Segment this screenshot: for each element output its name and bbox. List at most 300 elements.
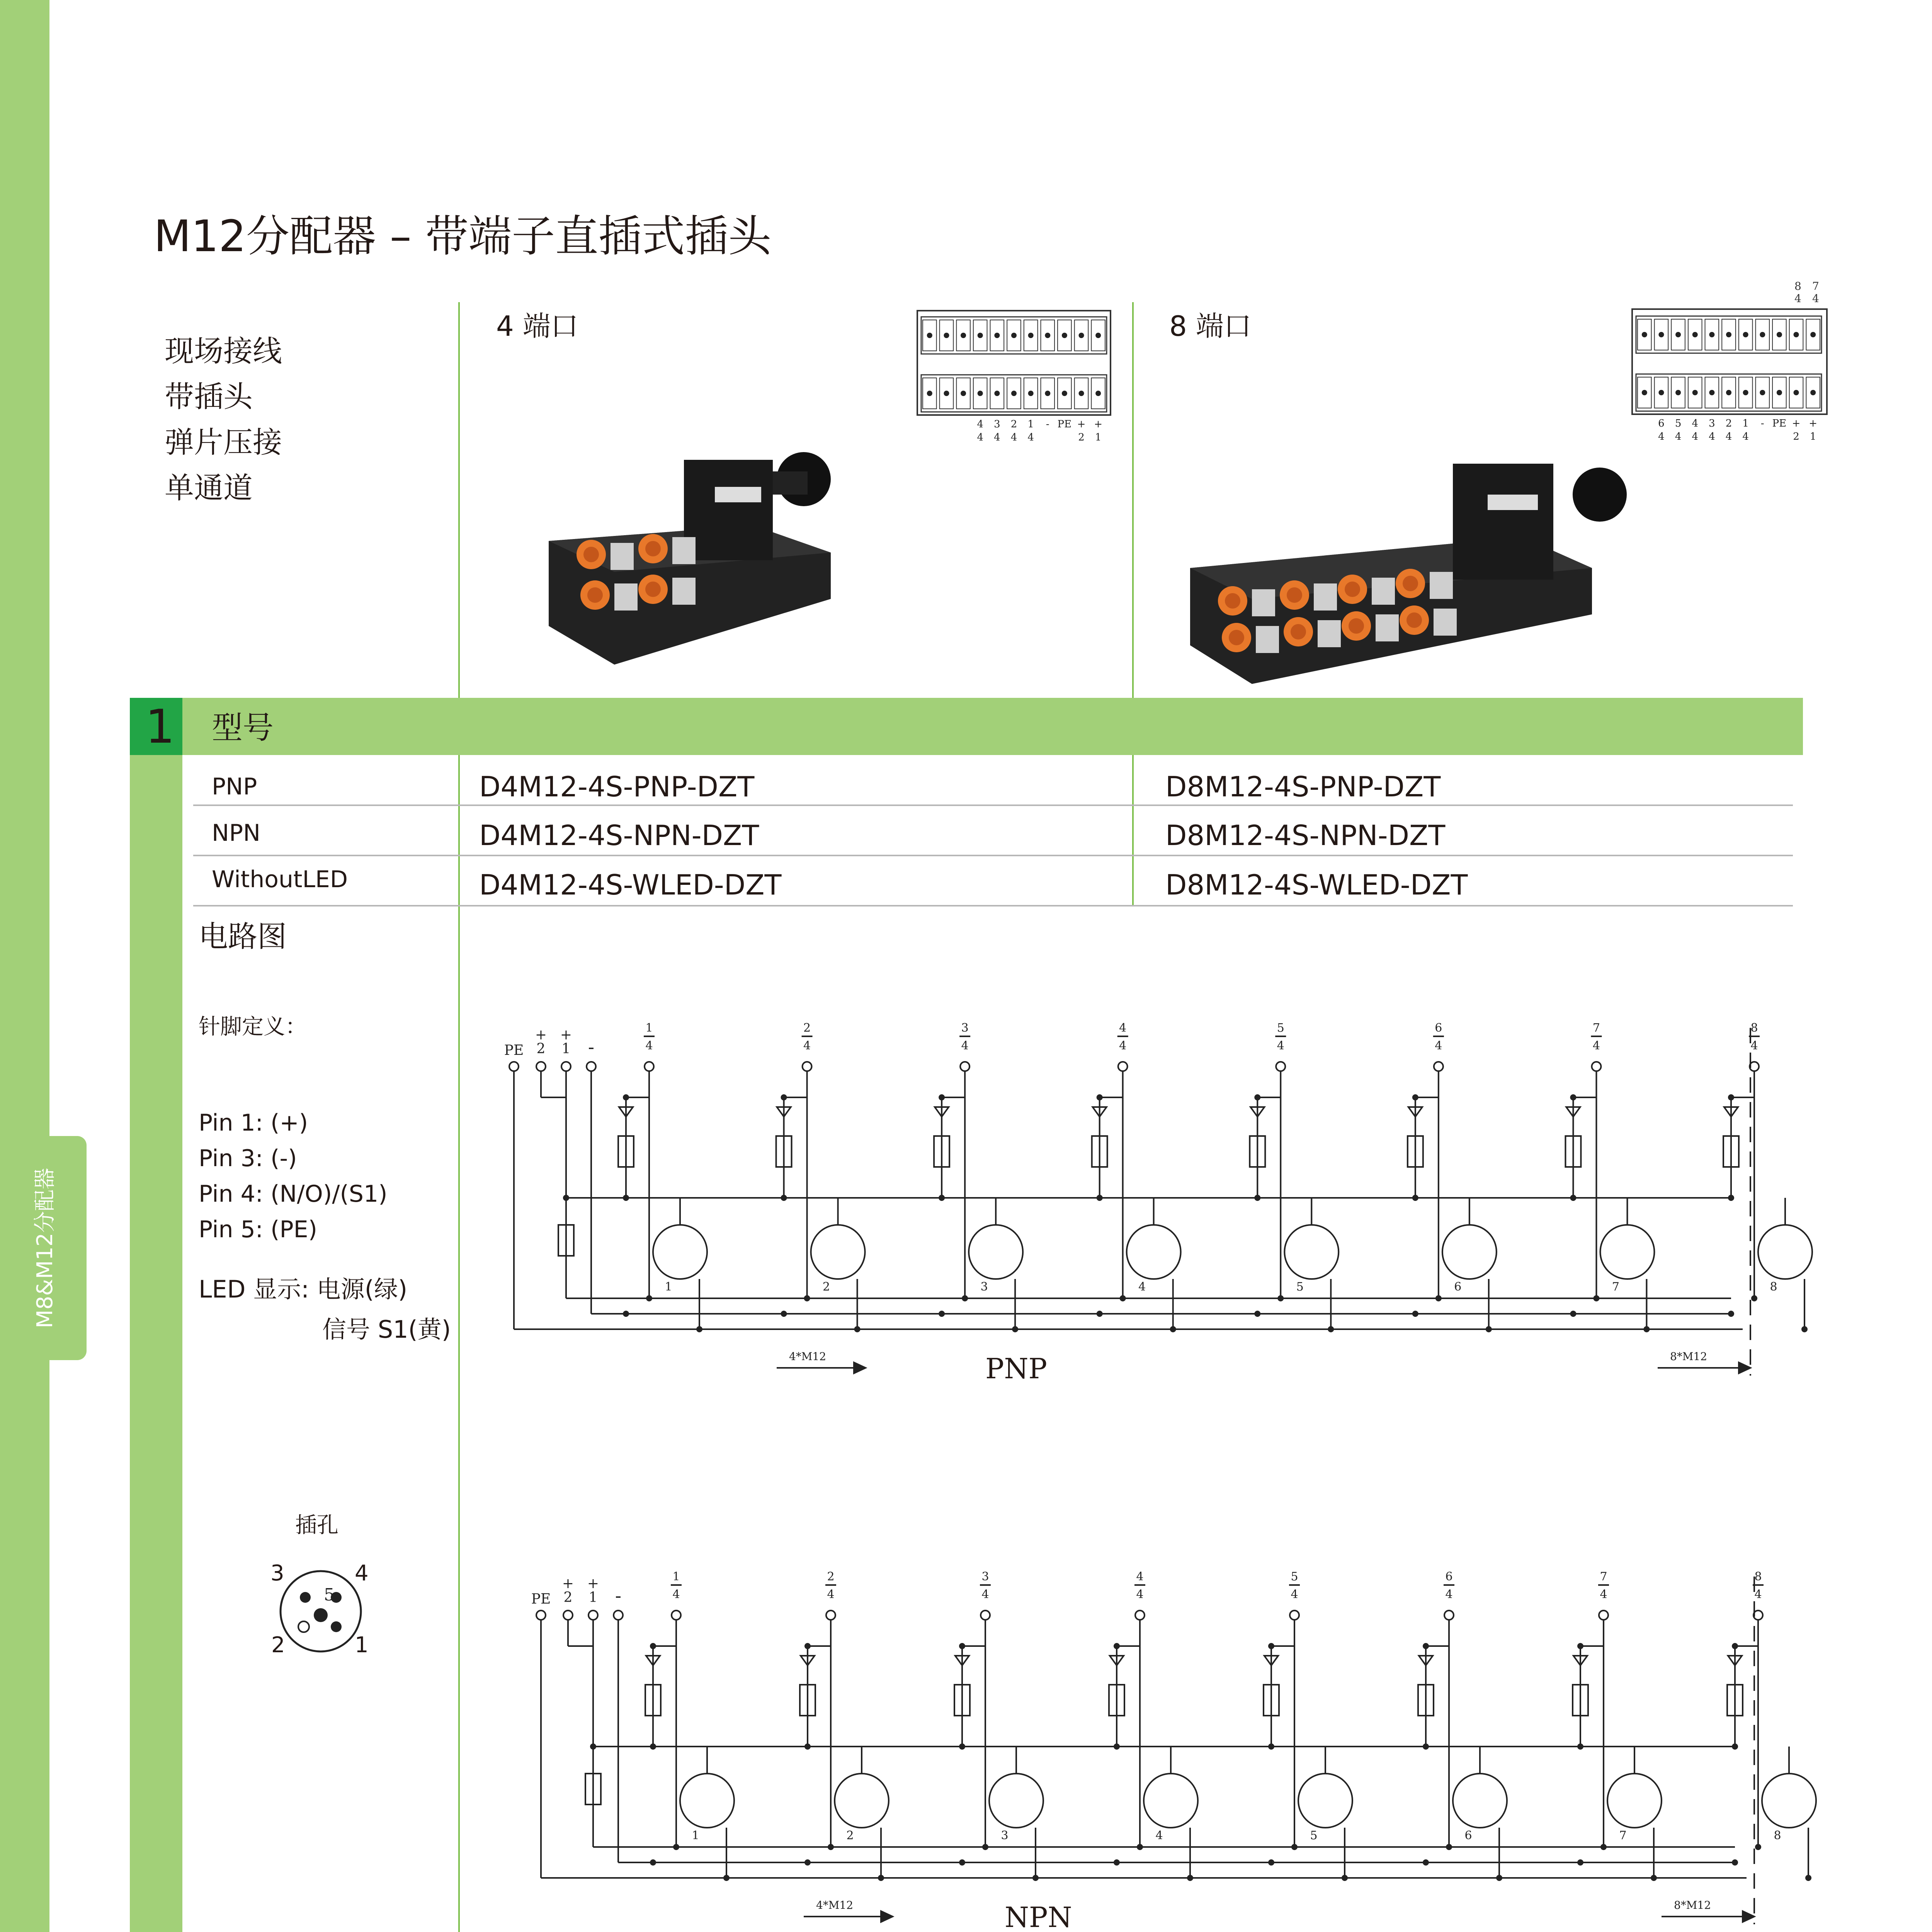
terminal-label: + [1094,418,1103,430]
terminal-dot [1095,333,1101,338]
channel-terminal [672,1611,681,1620]
port-label-plate [1372,578,1395,605]
pin-item: Pin 4: (N/O)/(S1) [199,1180,388,1208]
connector-number: 1 [665,1280,672,1294]
supply-terminal [563,1611,573,1620]
junction-dot [1254,1311,1260,1317]
channel-terminal [645,1062,654,1071]
m12-connector [989,1774,1043,1828]
junction-dot [781,1195,787,1201]
row-divider [193,855,1793,856]
connector-number: 8 [1774,1829,1781,1842]
tb8-top-label: 8 [1794,280,1801,293]
feature-item: 带插头 [165,379,253,414]
junction-dot [1732,1859,1738,1866]
supply-terminal [561,1062,571,1071]
terminal-label: 4 [1725,431,1732,442]
pin-list [199,1105,388,1247]
port-center [1345,582,1360,597]
terminal-label: 3 [994,418,1000,430]
channel-header-num: 2 [803,1021,811,1035]
channel-header-den: 4 [1750,1039,1758,1053]
port-label-plate [1376,614,1399,641]
channel-header-den: 4 [1435,1039,1442,1053]
col8-heading: 8 端口 [1169,310,1252,342]
channel-header-den: 4 [672,1588,680,1601]
channel-terminal [1118,1062,1128,1071]
terminal-dot [1777,390,1782,395]
terminal-dot [978,391,983,396]
junction-dot [1593,1295,1599,1301]
terminal-dot [927,391,932,396]
terminal-dot [1045,333,1050,338]
terminal-label: 4 [1675,431,1682,442]
channel-header-num: 5 [1291,1570,1298,1583]
junction-dot [1170,1326,1176,1332]
terminal-label: 4 [1742,431,1749,442]
terminal-dot [1794,332,1799,337]
channel-terminal [1290,1611,1299,1620]
junction-dot [1412,1311,1418,1317]
terminal-dot [1743,390,1748,395]
connector-number: 6 [1464,1829,1472,1842]
supply-label-plus: + [587,1576,599,1592]
terminal-block-8-diagram [1631,278,1832,448]
terminal-label: 1 [1027,418,1034,430]
model-value: D4M12-4S-WLED-DZT [479,869,782,901]
channel-header-den: 4 [1136,1588,1144,1601]
channel-header-num: 4 [1119,1021,1127,1035]
terminal-dot [1658,332,1664,337]
terminal-dot [994,391,1000,396]
arrow-head [1739,1362,1750,1373]
channel-header-num: 6 [1435,1021,1442,1035]
junction-dot [1496,1875,1502,1881]
terminal-label: - [1046,418,1049,430]
junction-dot [1342,1875,1348,1881]
terminal-label: 2 [1010,418,1017,430]
port-center [645,541,661,556]
junction-dot [1600,1844,1607,1850]
junction-dot [1732,1743,1738,1750]
m12-connector [969,1225,1023,1279]
terminal-dot [1760,390,1765,395]
junction-dot [1570,1195,1576,1201]
channel-header-den: 4 [1291,1588,1298,1601]
feature-item: 现场接线 [165,334,282,368]
junction-dot [646,1295,652,1301]
supply-label-plus: + [562,1576,574,1592]
m12-connector [1453,1774,1507,1828]
junction-dot [1097,1195,1103,1201]
connector-number: 3 [1001,1829,1009,1842]
section1-number: 1 [145,700,175,754]
terminal-label: 3 [1709,418,1715,429]
channel-terminal [1599,1611,1608,1620]
junction-dot [1577,1859,1583,1866]
channel-terminal [1434,1062,1443,1071]
connector-number: 2 [823,1280,830,1294]
junction-dot [723,1875,730,1881]
junction-dot [854,1326,861,1332]
terminal-dot [927,333,932,338]
side-tab-label: M8&M12分配器 [32,1168,58,1328]
terminal-label: 1 [1742,418,1749,429]
port-center [645,582,661,597]
junction-dot [878,1875,884,1881]
terminal-label: + [1809,418,1818,429]
product-photo-8port [1182,452,1654,692]
terminal-label: 4 [1010,432,1017,443]
connector-number: 2 [846,1829,854,1842]
terminal-dot [1794,390,1799,395]
terminal-label: 2 [1078,432,1085,443]
terminal-dot [1709,390,1714,395]
channel-header-num: 3 [981,1570,989,1583]
row-divider [193,905,1793,906]
junction-dot [1801,1326,1808,1332]
supply-terminal [536,1062,546,1071]
terminal-dot [1079,391,1084,396]
connector-number: 5 [1296,1280,1304,1294]
terminal-dot [1760,332,1765,337]
channel-terminal [960,1062,969,1071]
model-value: D8M12-4S-WLED-DZT [1165,869,1468,901]
terminal-label: + [1792,418,1801,429]
terminal-dot [1726,390,1731,395]
connector-number: 3 [980,1280,988,1294]
m12-connector [1442,1225,1497,1279]
channel-header-den: 4 [1754,1588,1762,1601]
arrow-label-4: 4*M12 [816,1899,854,1912]
supply-label-pe: PE [504,1043,524,1058]
column-divider [1132,302,1134,905]
port-center [1287,587,1302,603]
socket-pin-label: 1 [355,1633,369,1658]
arrow-label-8: 8*M12 [1673,1899,1711,1912]
junction-dot [804,1295,810,1301]
channel-header-num: 8 [1750,1021,1758,1035]
terminal-label: 4 [994,432,1000,443]
channel-header-den: 4 [981,1588,989,1601]
m12-connector [1298,1774,1352,1828]
m12-connector [811,1225,865,1279]
supply-label-num: 2 [536,1041,546,1057]
junction-dot [1805,1875,1811,1881]
port-label-plate [1318,620,1341,647]
terminal-dot [1028,333,1034,338]
port-label-plate [672,537,696,564]
terminal-dot [1011,391,1017,396]
channel-header-den: 4 [1277,1039,1284,1053]
pnp-label: PNP [985,1352,1047,1385]
junction-dot [1755,1844,1761,1850]
terminal-label: 2 [1793,431,1799,442]
model-value: D4M12-4S-PNP-DZT [479,770,755,803]
terminal-label: 1 [1810,431,1816,442]
terminal-label: 4 [977,432,984,443]
port-label-plate [1252,589,1275,616]
junction-dot [1114,1859,1120,1866]
tb8-top-label: 4 [1812,292,1819,305]
left-margin-strip [0,0,49,1932]
terminal-block-4-diagram [916,309,1113,452]
channel-header-den: 4 [961,1039,969,1053]
junction-dot [1097,1311,1103,1317]
model-label: NPN [212,820,260,847]
channel-terminal [1276,1062,1285,1071]
terminal-label: 4 [1692,418,1699,429]
junction-dot [1291,1844,1298,1850]
junction-dot [1032,1875,1039,1881]
m12-connector [1607,1774,1662,1828]
pnp-schematic [498,1020,1777,1391]
terminal-dot [1658,390,1664,395]
port-center [1349,618,1364,634]
model-label: WithoutLED [212,866,348,893]
supply-terminal [587,1062,596,1071]
channel-header-den: 4 [1445,1588,1453,1601]
junction-dot [623,1311,629,1317]
junction-dot [804,1743,811,1750]
socket-pin-label: 4 [355,1561,369,1586]
junction-dot [1012,1326,1018,1332]
junction-dot [1651,1875,1657,1881]
terminal-dot [1079,333,1084,338]
terminal-dot [1810,390,1816,395]
terminal-dot [978,333,983,338]
m12-connector [835,1774,889,1828]
terminal-dot [1062,333,1067,338]
terminal-label: - [1760,418,1764,429]
terminal-dot [1011,333,1017,338]
port-label-plate [1434,609,1457,636]
port-center [583,547,599,562]
junction-dot [1114,1743,1120,1750]
connector-number: 6 [1454,1280,1462,1294]
npn-schematic [526,1569,1781,1932]
socket-title: 插孔 [295,1513,338,1538]
supply-label-minus: - [588,1036,595,1058]
channel-header-den: 4 [645,1039,653,1053]
connector-number: 4 [1155,1829,1163,1842]
channel-header-num: 5 [1277,1021,1284,1035]
port-label-plate [672,578,696,605]
m12-connector [1758,1225,1812,1279]
junction-dot [1446,1844,1452,1850]
socket-pin-label: 5 [324,1585,335,1605]
supply-terminal [588,1611,598,1620]
terminal-dot [1095,391,1101,396]
tb8-top-label: 7 [1812,280,1819,293]
channel-terminal [981,1611,990,1620]
pin-item: Pin 5: (PE) [199,1216,318,1243]
npn-label: NPN [1005,1901,1072,1932]
terminal-label: 4 [1027,432,1034,443]
channel-header-num: 4 [1136,1570,1144,1583]
junction-dot [1187,1875,1193,1881]
m12-connector [1600,1225,1654,1279]
junction-dot [1423,1743,1429,1750]
terminal-dot [1726,332,1731,337]
terminal-label: 2 [1725,418,1732,429]
m12-connector [653,1225,707,1279]
channel-terminal [826,1611,835,1620]
channel-header-num: 1 [672,1570,680,1583]
junction-dot [959,1859,965,1866]
junction-dot [804,1859,811,1866]
channel-header-den: 4 [1592,1039,1600,1053]
supply-label-pe: PE [531,1591,551,1607]
connector-number: 5 [1310,1829,1318,1842]
junction-dot [1486,1326,1492,1332]
connector-number: 8 [1770,1280,1777,1294]
junction-dot [939,1311,945,1317]
terminal-dot [1045,391,1050,396]
junction-dot [1577,1743,1583,1750]
m12-connector [680,1774,734,1828]
supply-label-plus: + [535,1027,547,1043]
arrow-head [854,1362,866,1373]
supply-label-minus: - [615,1585,622,1607]
terminal-dot [1642,332,1647,337]
socket-pin-label: 3 [270,1561,284,1586]
terminal-label: 1 [1095,432,1102,443]
terminal-dot [1062,391,1067,396]
terminal-dot [1777,332,1782,337]
junction-dot [1728,1311,1734,1317]
terminal-dot [1810,332,1816,337]
junction-dot [696,1326,702,1332]
arrow-head [1743,1911,1754,1922]
terminal-dot [1675,332,1681,337]
junction-dot [1268,1859,1274,1866]
channel-header-den: 4 [827,1588,835,1601]
product-photo-4port [537,444,838,668]
terminal-label: 4 [1658,431,1665,442]
arrow-head [881,1911,893,1922]
left-section-column [130,755,182,1932]
supply-label-num: 1 [588,1590,598,1605]
channel-terminal [1592,1062,1601,1071]
channel-header-den: 4 [1600,1588,1607,1601]
terminal-dot [944,391,949,396]
pin-item: Pin 1: (+) [199,1109,308,1136]
terminal-dot [1028,391,1034,396]
socket-pin-label: 2 [271,1633,285,1658]
junction-dot [781,1311,787,1317]
arrow-label-4: 4*M12 [789,1350,827,1363]
channel-terminal [1135,1611,1145,1620]
channel-header-num: 1 [645,1021,653,1035]
model-value: D8M12-4S-PNP-DZT [1165,770,1441,803]
terminal-dot [994,333,1000,338]
terminal-label: PE [1057,418,1072,430]
terminal-dot [944,333,949,338]
junction-dot [1643,1326,1650,1332]
supply-label-num: 2 [563,1590,573,1605]
port-center [1229,630,1244,645]
junction-dot [1137,1844,1143,1850]
port-label-plate [614,583,638,611]
channel-header-num: 7 [1600,1570,1607,1583]
connector-number: 4 [1138,1280,1146,1294]
terminal-label: 4 [1692,431,1699,442]
junction-dot [962,1295,968,1301]
junction-dot [590,1743,596,1750]
channel-header-num: 8 [1754,1570,1762,1583]
row-divider [193,804,1793,806]
port-label-plate [611,543,634,570]
connector-number: 1 [692,1829,699,1842]
junction-dot [650,1743,656,1750]
junction-dot [1254,1195,1260,1201]
channel-header-den: 4 [1119,1039,1127,1053]
channel-terminal [1444,1611,1454,1620]
connector-number: 7 [1612,1280,1619,1294]
led-label: LED 显示: 电源(绿) [199,1275,408,1303]
junction-dot [650,1859,656,1866]
terminal-label: 4 [1709,431,1715,442]
page-title: M12分配器 – 带端子直插式插头 [154,211,772,262]
junction-dot [939,1195,945,1201]
m12-connector [1127,1225,1181,1279]
supply-terminal [536,1611,546,1620]
junction-dot [1277,1295,1284,1301]
junction-dot [1435,1295,1442,1301]
supply-label-num: 1 [561,1041,571,1057]
feature-item: 弹片压接 [165,425,282,459]
terminal-label: 6 [1658,418,1665,429]
model-label: PNP [212,773,257,800]
terminal-dot [1642,390,1647,395]
channel-terminal [803,1062,812,1071]
channel-header-num: 3 [961,1021,969,1035]
model-value: D8M12-4S-NPN-DZT [1165,819,1446,852]
supply-terminal [509,1062,519,1071]
junction-dot [982,1844,988,1850]
junction-dot [959,1743,965,1750]
terminal-dot [961,391,966,396]
terminal-dot [1743,332,1748,337]
junction-dot [1423,1859,1429,1866]
supply-terminal [614,1611,623,1620]
model-value: D4M12-4S-NPN-DZT [479,819,759,852]
terminal-label: 4 [977,418,984,430]
supply-label-plus: + [560,1027,572,1043]
connector-number: 7 [1619,1829,1627,1842]
port-center [1225,593,1240,609]
terminal-label: + [1077,418,1086,430]
section1-bar [130,698,1803,755]
terminal-dot [961,333,966,338]
junction-dot [1268,1743,1274,1750]
port-label-plate [1256,626,1279,653]
port-label-plate [1314,583,1337,611]
port-center [1403,576,1418,591]
port-center [1406,612,1422,628]
terminal-label: 5 [1675,418,1682,429]
junction-dot [828,1844,834,1850]
led-label-2: 信号 S1(黄) [322,1315,451,1344]
junction-dot [1570,1311,1576,1317]
junction-dot [1412,1195,1418,1201]
circuit-heading: 电路图 [199,919,287,954]
terminal-label: PE [1772,418,1787,429]
column-divider [458,302,460,1932]
port-center [587,587,603,603]
m12-connector [1284,1225,1338,1279]
